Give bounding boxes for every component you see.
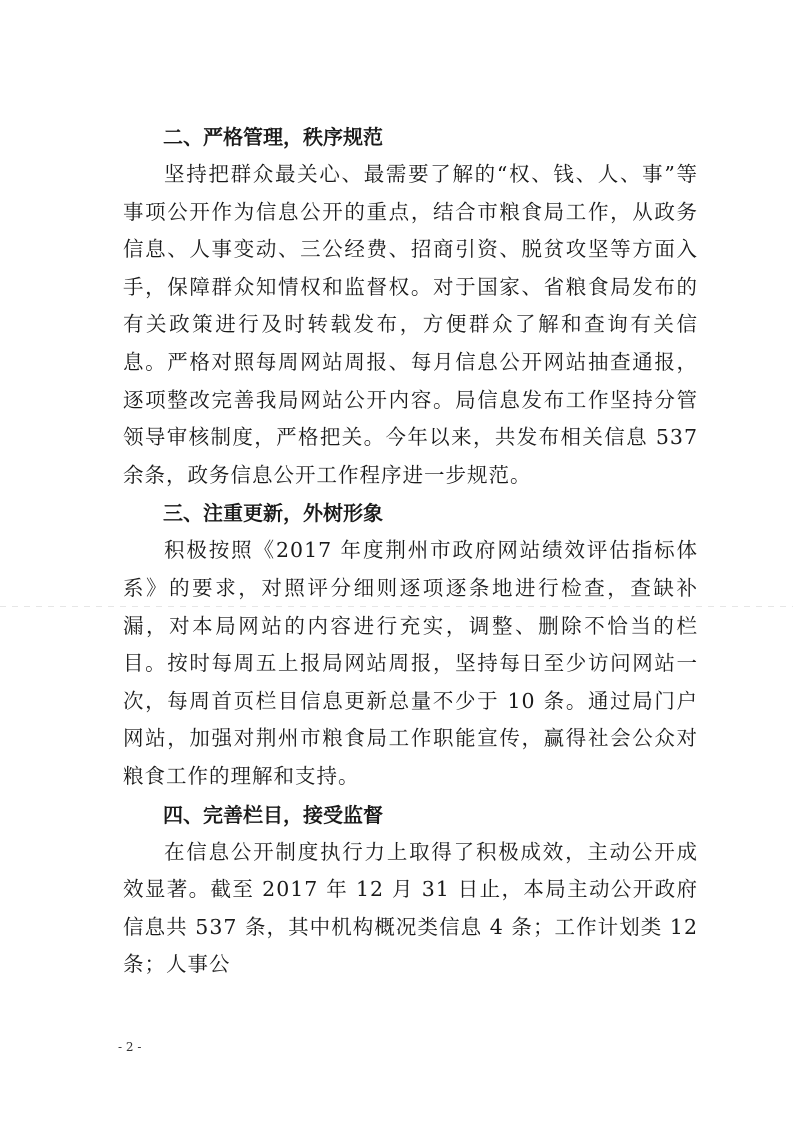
section-3 <box>123 494 698 795</box>
section-4 <box>123 796 698 984</box>
section-paragraph: 在信息公开制度执行力上取得了积极成效，主动公开成效显著。截至 2017 年 12 月 31 日止，本局主动公开政府信息共 537 条，其中机构概况类信息 4 条；工作计划类 12 条；人事公 <box>123 839 698 977</box>
page-number: - 2 - <box>118 1040 142 1054</box>
document-body <box>123 118 698 984</box>
section-paragraph: 积极按照《2017 年度荆州市政府网站绩效评估指标体系》的要求，对照评分细则逐项逐条地进行检查，查缺补漏，对本局网站的内容进行充实，调整、删除不恰当的栏目。按时每周五上报局网站周报，坚持每日至少访问网站一次，每周首页栏目信息更新总量不少于 10 条。通过局门户网站，加强对荆州市粮食局工作职能宣传，赢得社会公众对粮食工作的理解和支持。 <box>123 538 698 788</box>
section-heading: 四、完善栏目，接受监督 <box>163 802 383 827</box>
section-paragraph: 坚持把群众最关心、最需要了解的“权、钱、人、事”等事项公开作为信息公开的重点，结合市粮食局工作，从政务信息、人事变动、三公经费、招商引资、脱贫攻坚等方面入手，保障群众知情权和监督权。对于国家、省粮食局发布的有关政策进行及时转载发布，方便群众了解和查询有关信息。严格对照每周网站周报、每月信息公开网站抽查通报，逐项整改完善我局网站公开内容。局信息发布工作坚持分管领导审核制度，严格把关。今年以来，共发布相关信息 537 余条，政务信息公开工作程序进一步规范。 <box>123 162 698 487</box>
section-heading: 二、严格管理，秩序规范 <box>163 125 383 149</box>
section-2 <box>123 118 698 494</box>
section-heading: 三、注重更新，外树形象 <box>163 501 383 526</box>
